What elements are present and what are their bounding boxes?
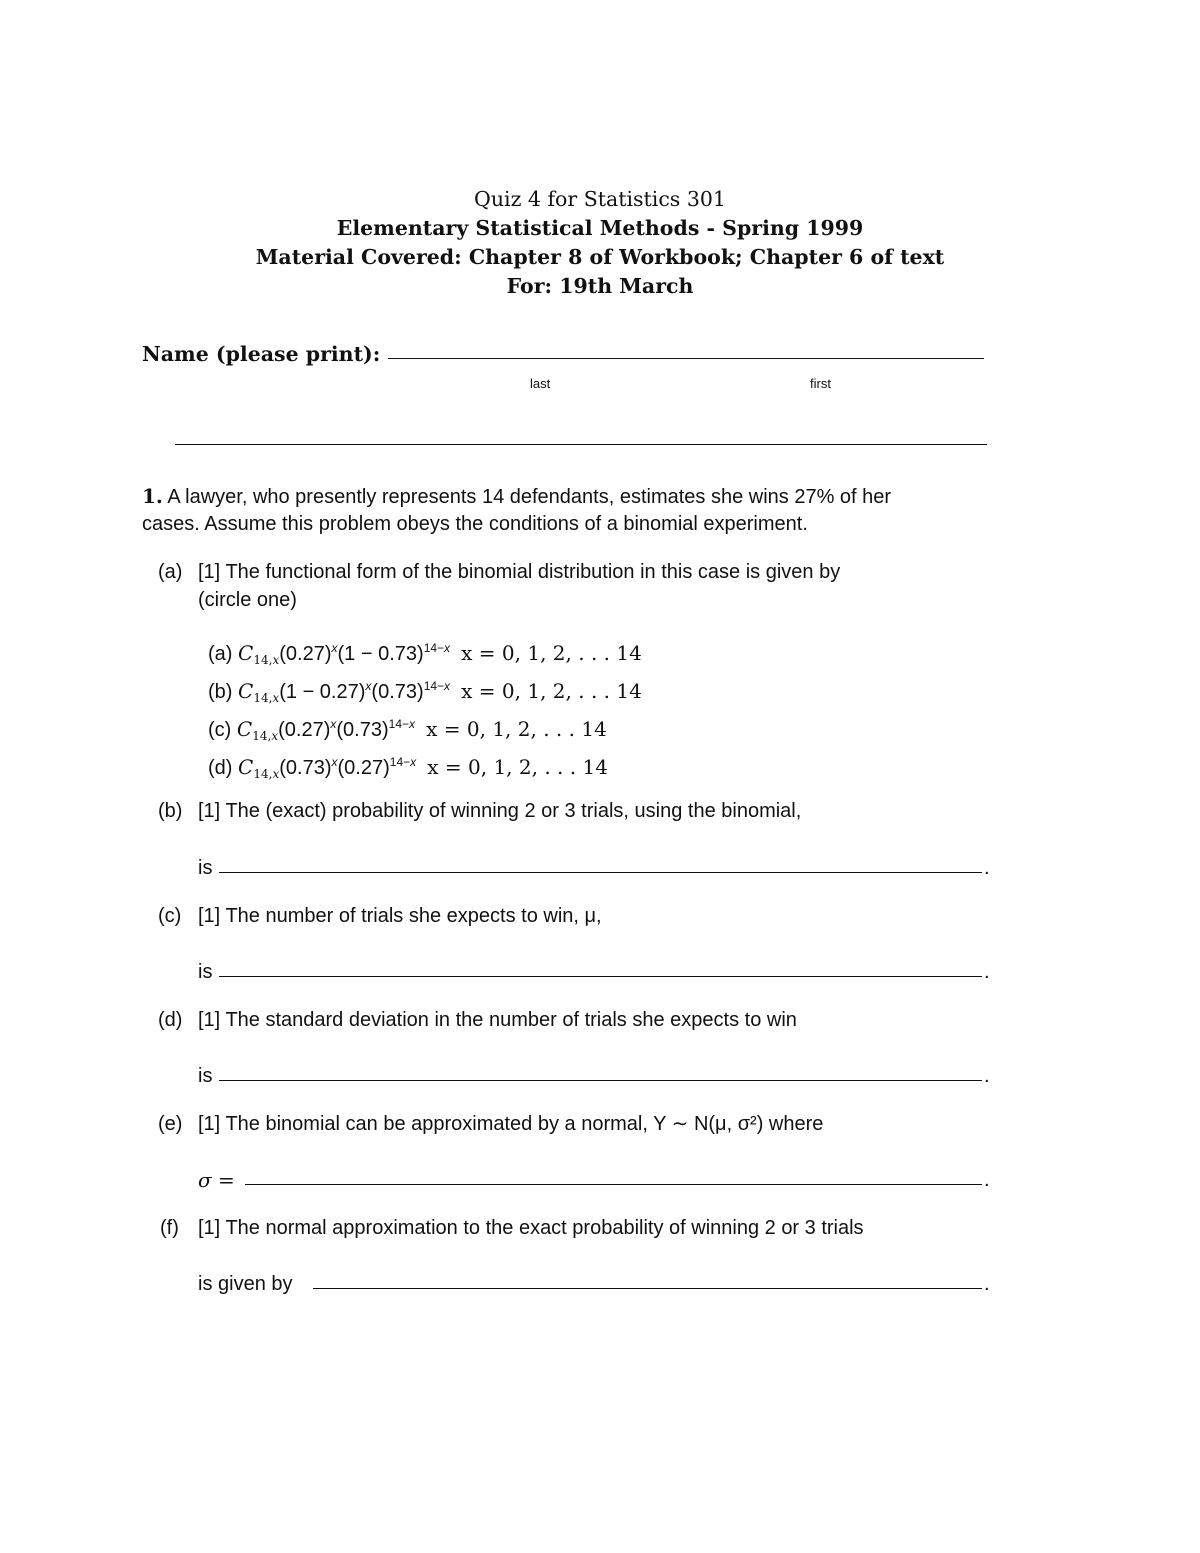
- part-e-text: [198, 1110, 823, 1138]
- range: x = 0, 1, 2, . . . 14: [426, 717, 607, 741]
- part-d-label: (d): [158, 1009, 183, 1031]
- option-d[interactable]: (d) $C_{14,x}(0.73)^x(0.27)^{14-x}$ x = 0, 1, 2, . . . 14: [208, 755, 608, 781]
- last-name-label: last: [530, 376, 551, 391]
- part-d-answer-prefix: is: [198, 1065, 213, 1087]
- part-c-answer-line[interactable]: [219, 976, 982, 977]
- p-term: 0.27: [284, 719, 324, 741]
- part-f-question: The normal approximation to the exact probability of winning 2 or 3 trials: [225, 1217, 864, 1239]
- part-a-points: [1]: [198, 561, 221, 583]
- part-c-question: The number of trials she expects to win, μ,: [225, 905, 602, 927]
- part-b-answer-line[interactable]: [219, 872, 982, 873]
- course-title: Elementary Statistical Methods - Spring 1999: [336, 216, 864, 240]
- option-label: (d): [208, 757, 233, 779]
- period: .: [984, 857, 990, 879]
- range: x = 0, 1, 2, . . . 14: [461, 641, 642, 665]
- part-d-points: [1]: [198, 1009, 221, 1031]
- option-label: (a): [208, 643, 233, 665]
- part-f-points: [1]: [198, 1217, 221, 1239]
- option-label: (b): [208, 681, 233, 703]
- p-term: 0.73: [285, 757, 325, 779]
- part-f-answer-line[interactable]: [313, 1288, 982, 1289]
- option-c[interactable]: (c) $C_{14,x}(0.27)^x(0.73)^{14-x}$ x = 0, 1, 2, . . . 14: [208, 717, 607, 743]
- p-term: 0.27: [285, 643, 325, 665]
- question-1-text-2: cases. Assume this problem obeys the conditions of a binomial experiment.: [142, 513, 808, 535]
- q-term: 1 − 0.73: [344, 643, 418, 665]
- p-term: 1 − 0.27: [285, 681, 359, 703]
- q-term: 0.27: [344, 757, 384, 779]
- part-b-points: [1]: [198, 800, 221, 822]
- period: .: [984, 961, 990, 983]
- part-e-answer-line[interactable]: [245, 1184, 982, 1185]
- range: x = 0, 1, 2, . . . 14: [427, 755, 608, 779]
- due-date: For: 19th March: [506, 274, 694, 298]
- q-term: 0.73: [378, 681, 418, 703]
- part-e-answer-prefix: σ =: [198, 1168, 235, 1192]
- part-b-answer-prefix: is: [198, 857, 213, 879]
- question-1-line-1: [142, 482, 891, 511]
- question-1-text-1: A lawyer, who presently represents 14 defendants, estimates she wins 27% of her: [167, 486, 892, 508]
- period: .: [984, 1273, 990, 1295]
- period: .: [984, 1169, 990, 1191]
- part-b-text: [198, 797, 801, 825]
- q-term: 0.73: [343, 719, 382, 741]
- period: .: [984, 1065, 990, 1087]
- part-d-question: The standard deviation in the number of trials she expects to win: [225, 1009, 797, 1031]
- part-a-text-2: (circle one): [198, 589, 297, 611]
- part-f-label: (f): [160, 1217, 179, 1239]
- part-d-answer-line[interactable]: [219, 1080, 982, 1081]
- part-c-points: [1]: [198, 905, 221, 927]
- separator-line: [175, 444, 987, 445]
- part-b-label: (b): [158, 800, 183, 822]
- part-c-text: [198, 902, 602, 930]
- part-f-answer-prefix: is given by: [198, 1273, 293, 1295]
- part-a-text-1: [198, 558, 840, 586]
- range: x = 0, 1, 2, . . . 14: [461, 679, 642, 703]
- first-name-label: first: [810, 376, 831, 391]
- part-e-label: (e): [158, 1113, 183, 1135]
- material-covered: Material Covered: Chapter 8 of Workbook; Chapter 6 of text: [255, 245, 945, 269]
- part-c-label: (c): [158, 905, 182, 927]
- name-label: Name (please print):: [142, 342, 381, 366]
- part-e-points: [1]: [198, 1113, 221, 1135]
- quiz-title: Quiz 4 for Statistics 301: [474, 187, 726, 211]
- option-label: (c): [208, 719, 232, 741]
- part-a-label: (a): [158, 561, 183, 583]
- part-d-text: [198, 1006, 797, 1034]
- part-b-question: The (exact) probability of winning 2 or 3 trials, using the binomial,: [225, 800, 802, 822]
- option-a[interactable]: (a) $C_{14,x}(0.27)^x(1 - 0.73)^{14-x}$ x = 0, 1, 2, . . . 14: [208, 641, 642, 667]
- part-f-text: [198, 1214, 864, 1242]
- name-answer-line[interactable]: [388, 358, 984, 359]
- part-a-question: The functional form of the binomial distribution in this case is given by: [225, 561, 841, 583]
- question-number: 1.: [142, 484, 163, 508]
- option-b[interactable]: (b) $C_{14,x}(1 - 0.27)^x(0.73)^{14-x}$ x = 0, 1, 2, . . . 14: [208, 679, 642, 705]
- part-e-question: The binomial can be approximated by a normal, Y ∼ N(μ, σ²) where: [225, 1113, 824, 1135]
- part-c-answer-prefix: is: [198, 961, 213, 983]
